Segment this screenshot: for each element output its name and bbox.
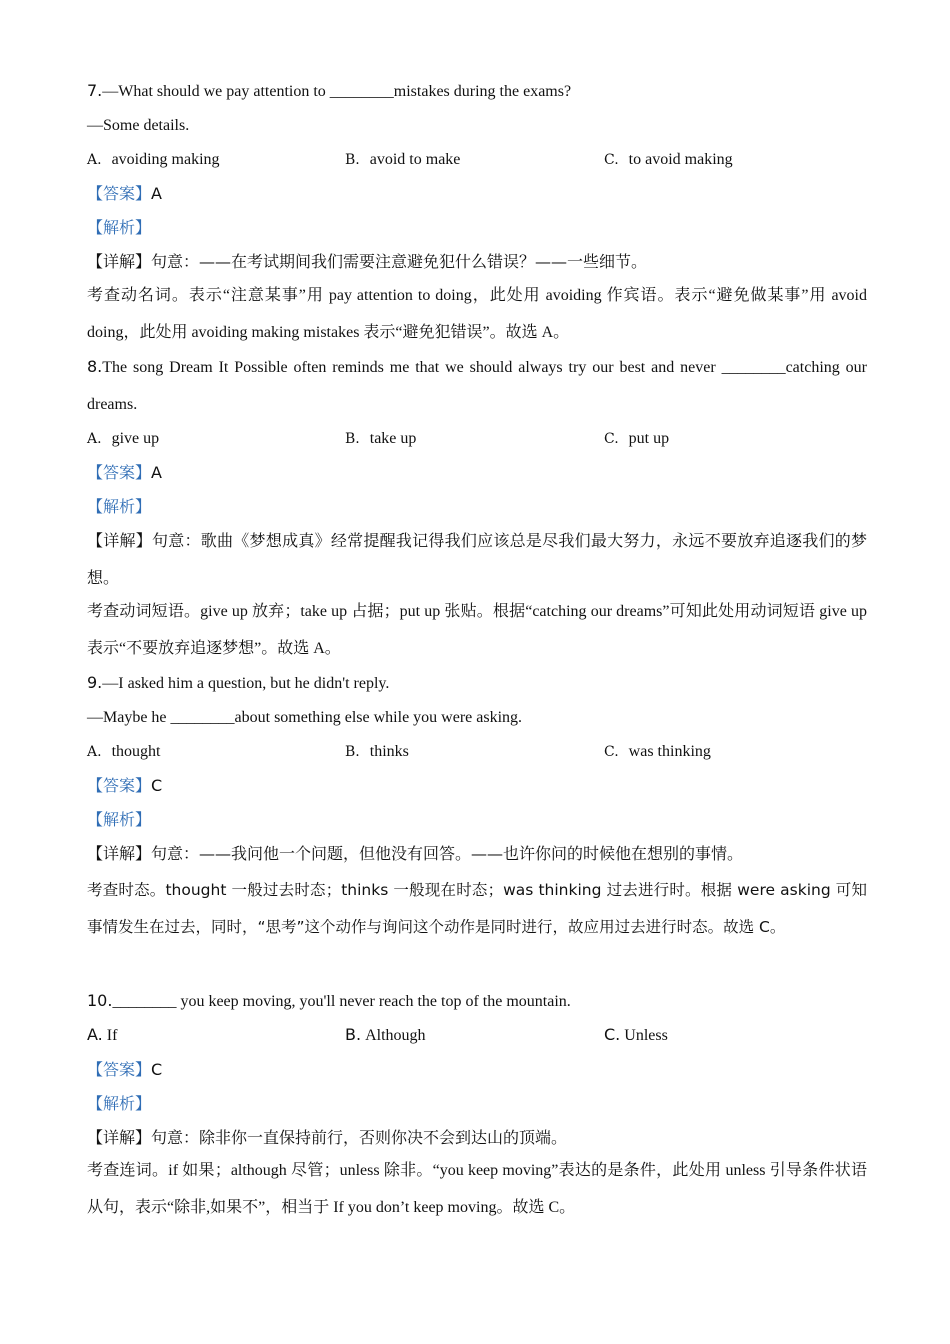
analysis-label: 【解析】: [87, 810, 152, 829]
question-9-reply: —Maybe he ________about something else while you were asking.: [87, 709, 523, 726]
question-9-stem: [87, 673, 867, 694]
answer-line: 【答案】A: [87, 184, 162, 203]
answer-value: A: [151, 463, 162, 482]
question-number: 7.: [87, 81, 103, 100]
answer-value: A: [151, 184, 162, 203]
question-7-stem: [87, 81, 867, 102]
analysis-label: 【解析】: [87, 218, 152, 237]
answer-line: 【答案】A: [87, 463, 162, 482]
question-text: ________ you keep moving, you'll never reach the top of the mountain.: [112, 993, 571, 1010]
option-a: A. avoiding making: [87, 151, 220, 168]
option-b: B. thinks: [345, 743, 409, 760]
explanation: 考查动名词。表示“注意某事”用 pay attention to doing，此处用 avoiding 作宾语。表示“避免做某事”用 avoid doing，此处用 avoiding making mistakes 表示“避免犯错误”。故选 A。: [87, 287, 867, 341]
analysis-label: 【解析】: [87, 1094, 152, 1113]
option-c: C. was thinking: [604, 743, 711, 760]
explanation: 考查动词短语。give up 放弃；take up 占据；put up 张贴。根据“catching our dreams”可知此处用动词短语 give up 表示“不要放弃追逐梦想”。故选 A。: [87, 603, 867, 657]
option-c: C. put up: [604, 430, 670, 447]
question-number: 10.: [87, 991, 113, 1010]
question-text: —I asked him a question, but he didn't reply.: [102, 675, 390, 692]
question-7-reply: —Some details.: [87, 117, 190, 134]
option-b: B. take up: [345, 430, 417, 447]
detail-line: 【详解】句意：——在考试期间我们需要注意避免犯什么错误？——一些细节。: [87, 252, 648, 271]
option-c: C. Unless: [604, 1025, 668, 1044]
option-b: B. avoid to make: [345, 151, 461, 168]
answer-line: 【答案】C: [87, 1060, 163, 1079]
option-c: C. to avoid making: [604, 151, 733, 168]
detail-line: 【详解】句意：——我问他一个问题，但他没有回答。——也许你问的时候他在想别的事情。: [87, 844, 744, 863]
explanation: 考查时态。thought 一般过去时态；thinks 一般现在时态；was thinking 过去进行时。根据 were asking 可知事情发生在过去，同时，“思考”这个动作与询问这个动作是同时进行，故应用过去进行时态。故选 C。: [87, 881, 867, 936]
analysis-label: 【解析】: [87, 497, 152, 516]
option-a: A. give up: [87, 430, 160, 447]
option-b: B. Although: [345, 1025, 426, 1044]
option-a: A. thought: [87, 743, 161, 760]
question-text: —What should we pay attention to ________mistakes during the exams?: [102, 83, 572, 100]
question-10-stem: [87, 991, 867, 1012]
detail-line: 【详解】句意：歌曲《梦想成真》经常提醒我记得我们应该总是尽我们最大努力，永远不要放弃追逐我们的梦想。: [87, 531, 867, 587]
answer-line: 【答案】C: [87, 776, 163, 795]
question-text: The song Dream It Possible often reminds me that we should always try our best and never ________catching our dreams.: [87, 359, 867, 413]
answer-value: C: [151, 1060, 163, 1079]
explanation: 考查连词。if 如果；although 尽管；unless 除非。“you keep moving”表达的是条件，此处用 unless 引导条件状语从句，表示“除非,如果不”，相当于 If you don’t keep moving。故选 C。: [87, 1162, 867, 1216]
question-number: 9.: [87, 673, 103, 692]
answer-value: C: [151, 776, 163, 795]
question-number: 8.: [87, 357, 103, 376]
option-a: A. If: [87, 1025, 118, 1044]
question-8-stem: [87, 348, 867, 423]
detail-line: 【详解】句意：除非你一直保持前行，否则你决不会到达山的顶端。: [87, 1128, 568, 1147]
